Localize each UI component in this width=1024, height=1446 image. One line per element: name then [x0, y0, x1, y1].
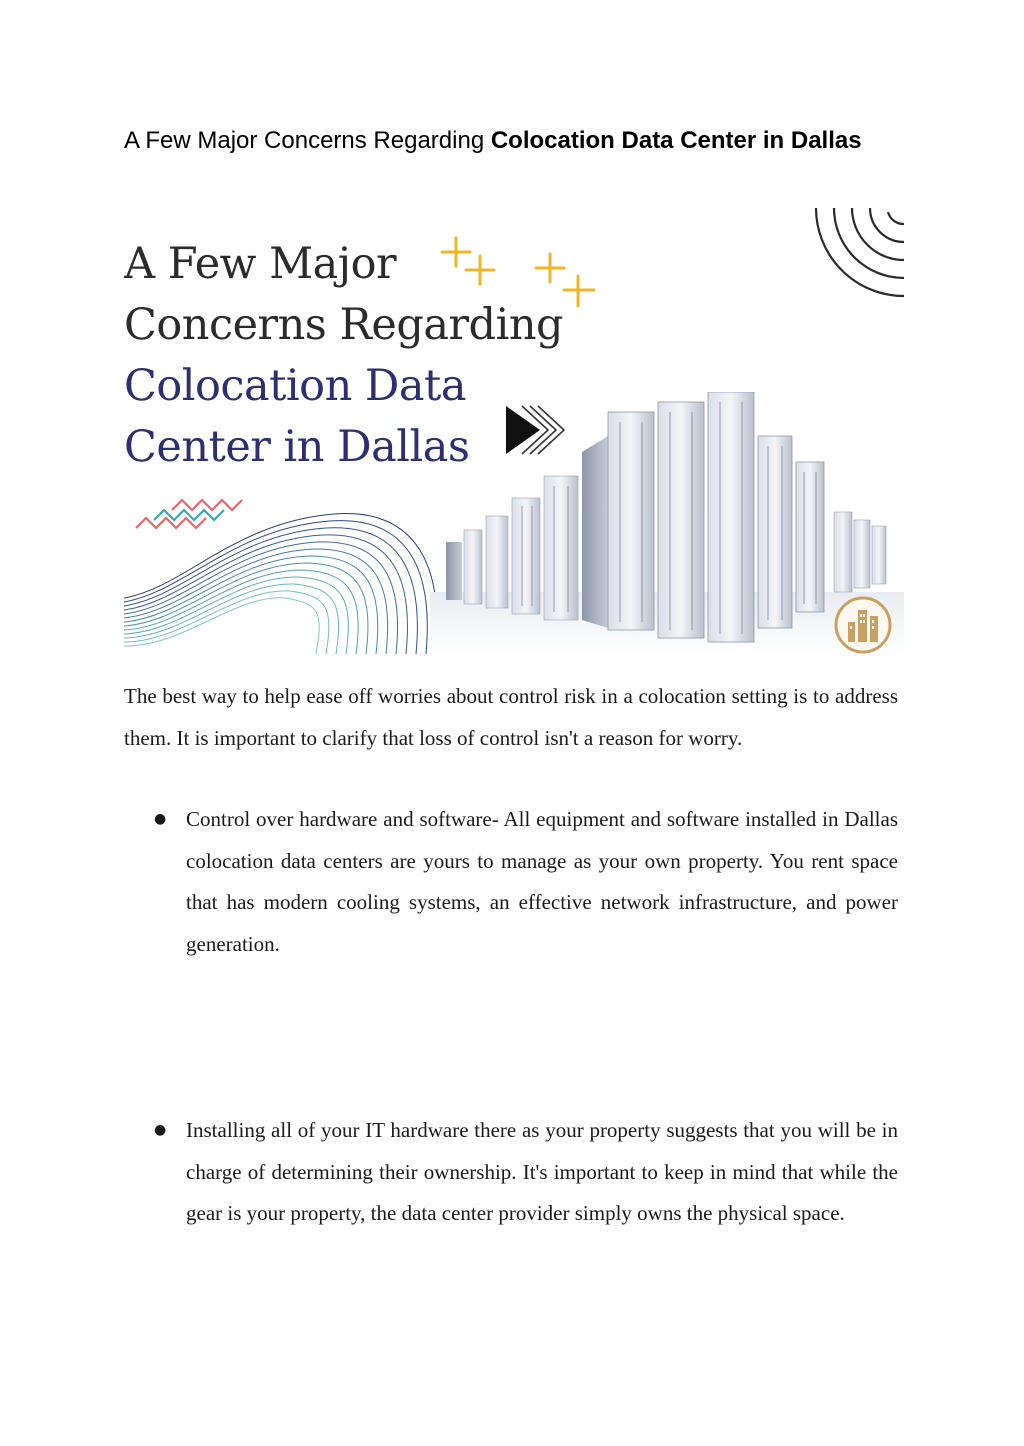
concentric-arcs-icon: [808, 208, 904, 300]
list-item-text: Installing all of your IT hardware there as your property suggests that you will be in charge of determining their ownership. It's important to keep in mind that while the gear is your property, the data center provider simply owns the physical space.: [186, 1118, 898, 1225]
heading-bold: Colocation Data Center in Dallas: [490, 127, 862, 154]
list-item: [154, 1110, 898, 1235]
server-racks-image: [430, 392, 904, 654]
list-item-text: Control over hardware and software- All equipment and software installed in Dallas colocation data centers are yours to manage as your own property. You rent space that has modern cooling systems, an effective network infrastructure, and power generation.: [186, 807, 898, 956]
bullet-marker: ●: [154, 1122, 167, 1138]
banner-title-line: Colocation Data: [124, 361, 466, 411]
list-item: [154, 799, 898, 965]
heading-prefix: A Few Major Concerns Regarding: [124, 127, 491, 154]
bullet-marker: ●: [154, 811, 167, 827]
intro-paragraph: The best way to help ease off worries about control risk in a colocation setting is to address them. It is important to clarify that loss of control isn't a reason for worry.: [124, 684, 898, 750]
wave-lines-icon: [124, 502, 444, 654]
banner-title-line: A Few Major: [124, 239, 397, 289]
document-heading: [124, 122, 914, 159]
banner-image: [124, 206, 904, 654]
building-logo-icon: [834, 596, 892, 654]
banner-title-line: Concerns Regarding: [124, 300, 564, 350]
banner-title-line: Center in Dallas: [124, 422, 470, 472]
